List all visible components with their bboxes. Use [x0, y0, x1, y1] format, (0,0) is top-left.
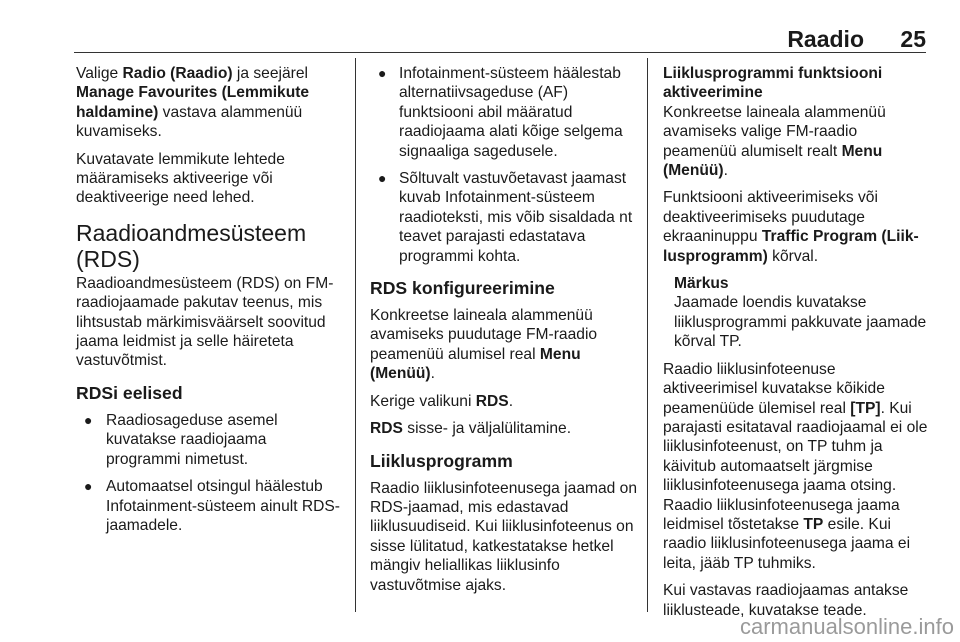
activation-paragraph-2: Funktsiooni aktiveerimiseks või deaktiveerimiseks puudutage ekraaninuppu Traffic Program (Liik-lusprogramm) kõrval.	[663, 189, 919, 265]
bullet-icon: ●	[84, 411, 93, 428]
intro-paragraph-2: Kuvatavate lemmikute lehtede määramiseks aktiveerige või deaktiveerige need lehed.	[76, 150, 285, 207]
heading-rds: Raadioandmesüsteem (RDS)	[76, 219, 307, 272]
traffic-program-description: Raadio liiklusinfoteenusega jaamad on RDS-jaamad, mis edastavad liiklusuudiseid. Kui liiklusinfoteenus on sisse lülitatud, katkestatakse hetkel mängiv heliallikas liiklusinfo vastuvõtmise ajaks.	[370, 479, 638, 594]
page-number: 25	[900, 26, 926, 52]
column-3	[663, 64, 931, 628]
menu-term: RDS	[370, 420, 403, 438]
menu-term: [TP]	[850, 399, 881, 417]
intro-paragraph-1: Valige Radio (Raadio) ja seejärel Manage Favourites (Lemmikute haldamine) vastava alammenüü kuvamiseks.	[76, 65, 310, 141]
menu-term: Traffic Program (Liik-lusprogramm)	[663, 228, 919, 265]
config-paragraph-3: RDS sisse- ja väljalülitamine.	[370, 420, 572, 438]
menu-term: Manage Favourites (Lemmikute haldamine)	[76, 84, 310, 121]
page-header	[74, 26, 926, 52]
heading-traffic-activation: Liiklusprogrammi funktsiooni aktiveerimine	[663, 65, 883, 102]
benefits-list	[76, 411, 344, 535]
column-divider-1	[355, 58, 356, 612]
header-divider	[74, 52, 926, 53]
list-item: ● Sõltuvalt vastuvõetavast jaamast kuvab Infotainment-süsteem raadioteksti, mis võib sisaldada nt teavet parajasti edastatava programmi kohta.	[378, 170, 633, 265]
list-item: ● Raadiosageduse asemel kuvatakse raadiojaama programmi nimetust.	[84, 411, 278, 468]
note-text: Jaamade loendis kuvatakse liiklusprogrammi pakkuvate jaamade kõrval TP.	[674, 294, 927, 351]
list-item: ● Automaatsel otsingul häälestub Infotainment-süsteem ainult RDS-jaamadele.	[84, 478, 341, 534]
section-title: Raadio	[787, 26, 864, 52]
activation-paragraph-4: Kui vastavas raadiojaamas antakse liiklusteade, kuvatakse teade.	[663, 582, 909, 619]
menu-term: Radio (Raadio)	[122, 65, 233, 82]
bullet-icon: ●	[378, 170, 387, 187]
note-title: Märkus	[674, 275, 729, 293]
heading-traffic-program: Liiklusprogramm	[370, 450, 513, 471]
activation-paragraph-1: Konkreetse laineala alammenüü avamiseks valige FM-raadio peamenüü alumiselt realt Menu (Menüü).	[663, 103, 886, 180]
watermark: carmanualsonline.info	[739, 614, 954, 639]
menu-term: RDS	[475, 392, 509, 410]
column-divider-2	[647, 58, 648, 612]
benefits-list-continued	[370, 64, 640, 266]
bullet-icon: ●	[84, 478, 93, 495]
column-1	[76, 64, 344, 543]
heading-rds-benefits: RDSi eelised	[76, 382, 183, 403]
config-paragraph-2: Kerige valikuni RDS.	[370, 392, 514, 410]
activation-paragraph-3: Raadio liiklusinfoteenuse aktiveerimisel kuvatakse kõikide peamenüüde ülemisel real [TP]. Kui parajasti esitataval raadiojaamal ei ole liiklusinfoteenust, on TP tuhm ja käivitub automaatselt järgmise liiklusinfoteenusega jaama otsing. Raadio liiklusinfoteenusega jaama leidmisel tõstetakse TP esile. Kui raadio liiklusinfoteenusega jaama ei leita, jääb TP tuhmiks.	[663, 360, 928, 572]
column-2	[370, 64, 640, 603]
menu-term: TP	[803, 515, 824, 533]
bullet-icon: ●	[378, 65, 387, 81]
config-paragraph-1: Konkreetse laineala alammenüü avamiseks puudutage FM-raadio peamenüü alumisel real Menu (Menüü).	[370, 307, 598, 383]
menu-term: Menu (Menüü)	[663, 142, 883, 180]
rds-description: Raadioandmesüsteem (RDS) on FM-raadiojaamade pakutav teenus, mis lihtsustab märkimisväärselt soovitud jaama leidmist ja selle häireteta vastuvõtmist.	[76, 274, 334, 370]
heading-rds-configuration: RDS konfigureerimine	[370, 278, 555, 299]
list-item: ● Infotainment-süsteem häälestab alternatiivsageduse (AF) funktsiooni abil määratud raadiojaama alati kõige selgema signaaliga sagedusele.	[378, 65, 623, 160]
menu-term: Menu (Menüü)	[370, 345, 581, 383]
note-box	[663, 274, 931, 352]
